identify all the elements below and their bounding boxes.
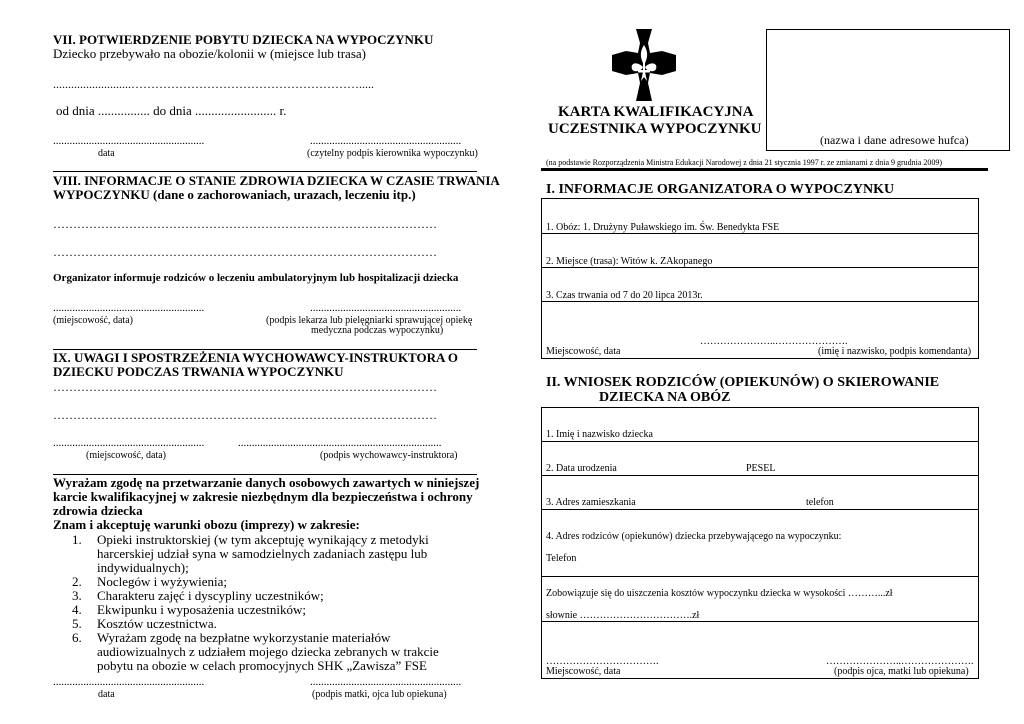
final-signature-line: ....................................................... xyxy=(310,676,462,688)
parent-request-table xyxy=(541,407,979,679)
section-8-signature-caption-line2: medyczna podczas wypoczynku) xyxy=(311,325,444,336)
list-item: 6. Wyrażam zgodę na bezpłatne wykorzystanie materiałów audiowizualnych z udziałem mojego dziecka zebranych w trakcie pobytu na obozie w celach promocyjnych SHK „Zawisza” FSE xyxy=(72,630,439,673)
cost-commitment: Zobowiązuje się do uiszczenia kosztów wypoczynku dziecka w wysokości ………...zł xyxy=(546,588,893,599)
section-8-signature-caption: (podpis lekarza lub pielęgniarki sprawującej opiekę xyxy=(266,315,473,326)
row-divider xyxy=(542,441,978,442)
final-date-line: ....................................................... xyxy=(53,676,205,688)
final-signature-caption: (podpis matki, ojca lub opiekuna) xyxy=(312,689,447,700)
section-8-line: …………………………………………………………………………………… xyxy=(53,217,437,231)
address-label: 3. Adres zamieszkania xyxy=(546,497,636,508)
legal-note: (na podstawie Rozporządzenia Ministra Edukacji Narodowej z dnia 21 stycznia 1997 r. ze zmianami z dnia 9 grudnia 2009) xyxy=(546,158,943,167)
section-8-title: VIII. INFORMACJE O STANIE ZDROWIA DZIECKA W CZASIE TRWANIA xyxy=(53,173,500,188)
consent-text-line2: karcie kwalifikacyjnej w zakresie niezbędnym dla bezpieczeństwa i ochrony xyxy=(53,489,473,504)
pesel-label: PESEL xyxy=(746,463,776,474)
section-8-date-line: ....................................................... xyxy=(53,302,205,314)
section-8-title-line2: WYPOCZYNKU (dane o zachorowaniach, urazach, leczeniu itp.) xyxy=(53,187,416,202)
hufiec-caption: (nazwa i dane adresowe hufca) xyxy=(820,133,969,147)
section-2-title-line2: DZIECKA NA OBÓZ xyxy=(599,390,731,405)
row-divider xyxy=(542,509,978,510)
parents-phone-label: Telefon xyxy=(546,553,577,564)
list-item: 1. Opieki instruktorskiej (w tym akceptuję wynikający z metodyki harcerskiej udział syna w samodzielnych zadaniach zastępu lub indywidualnych); xyxy=(72,532,429,575)
section-9-date-line: ....................................................... xyxy=(53,437,205,449)
section-8-signature-line: ....................................................... xyxy=(310,302,462,314)
consent-text: Wyrażam zgodę na przetwarzanie danych osobowych zawartych w niniejszej xyxy=(53,475,480,490)
parent-signature-caption: (podpis ojca, matki lub opiekuna) xyxy=(834,666,969,677)
camp-place: 2. Miejsce (trasa): Witów k. ZAkopanego xyxy=(546,256,713,267)
row-divider xyxy=(542,475,978,476)
section-8-line: …………………………………………………………………………………… xyxy=(53,245,437,259)
fleur-de-lis-cross-icon xyxy=(610,27,678,103)
section-1-title: I. INFORMACJE ORGANIZATORA O WYPOCZYNKU xyxy=(546,182,895,197)
conditions-heading: Znam i akceptuję warunki obozu (imprezy) w zakresie: xyxy=(53,517,360,532)
section-9-title-line2: DZIECKU PODCZAS TRWANIA WYPOCZYNKU xyxy=(53,364,344,379)
section-7-signature-caption: (czytelny podpis kierownika wypoczynku) xyxy=(307,148,478,159)
final-date-caption: data xyxy=(98,689,115,700)
consent-text-line3: zdrowia dziecka xyxy=(53,503,143,518)
section-9-signature-caption: (podpis wychowawcy-instruktora) xyxy=(320,450,458,461)
phone-label: telefon xyxy=(806,497,834,508)
row-divider xyxy=(542,576,978,577)
conditions-list xyxy=(72,533,472,673)
section-9-date-caption: (miejscowość, data) xyxy=(86,450,166,461)
section-2-title: II. WNIOSEK RODZICÓW (OPIEKUNÓW) O SKIEROWANIE xyxy=(546,375,940,390)
card-title-line2: UCZESTNIKA WYPOCZYNKU xyxy=(548,121,762,137)
divider xyxy=(53,171,477,172)
cost-in-words: słownie …………………………….zł xyxy=(546,610,700,621)
birth-date-label: 2. Data urodzenia xyxy=(546,463,617,474)
commander-date-caption: Miejscowość, data xyxy=(546,346,621,357)
section-9-line: …………………………………………………………………………………… xyxy=(53,408,437,422)
parents-address-label: 4. Adres rodziców (opiekunów) dziecka przebywającego na wypoczynku: xyxy=(546,531,842,542)
section-9-title: IX. UWAGI I SPOSTRZEŻENIA WYCHOWAWCY-INSTRUKTORA O xyxy=(53,350,459,365)
parent-date-caption: Miejscowość, data xyxy=(546,666,621,677)
parent-signature-line: …………………..…………………. xyxy=(826,656,974,667)
list-item: 5. Kosztów uczestnictwa. xyxy=(72,616,217,631)
camp-name: 1. Obóz: 1. Drużyny Puławskiego im. Św. Benedykta FSE xyxy=(546,222,780,233)
section-7-dates: od dnia ................ do dnia ......................... r. xyxy=(56,103,287,118)
card-title: KARTA KWALIFIKACYJNA xyxy=(558,104,754,120)
section-9-line: …………………………………………………………………………………… xyxy=(53,380,437,394)
section-7-signature-line: ....................................................... xyxy=(310,135,462,147)
section-7-title: VII. POTWIERDZENIE POBYTU DZIECKA NA WYPOCZYNKU xyxy=(53,32,434,47)
section-7-place-line: ..........................…………………………………………………..... xyxy=(53,77,374,91)
section-8-date-caption: (miejscowość, data) xyxy=(53,315,133,326)
section-7-date-line: ....................................................... xyxy=(53,135,205,147)
section-8-info: Organizator informuje rodziców o leczeniu ambulatoryjnym lub hospitalizacji dziecka xyxy=(53,272,459,284)
commander-signature-caption: (imię i nazwisko, podpis komendanta) xyxy=(818,346,972,357)
list-item: 4. Ekwipunku i wyposażenia uczestników; xyxy=(72,602,307,617)
list-item: 2. Noclegów i wyżywienia; xyxy=(72,574,227,589)
parent-date-line: ……………………………. xyxy=(546,656,659,667)
camp-duration: 3. Czas trwania od 7 do 20 lipca 2013r. xyxy=(546,290,703,301)
list-item: 3. Charakteru zajęć i dyscypliny uczestników; xyxy=(72,588,324,603)
section-7-place-label: Dziecko przebywało na obozie/kolonii w (miejsce lub trasa) xyxy=(53,46,366,61)
commander-signature-line: …………………..…………………. xyxy=(700,336,848,347)
child-name-label: 1. Imię i nazwisko dziecka xyxy=(546,429,653,440)
divider xyxy=(541,168,988,171)
section-7-date-caption: data xyxy=(98,148,115,159)
section-9-signature-line: .......................................................................... xyxy=(238,437,442,449)
